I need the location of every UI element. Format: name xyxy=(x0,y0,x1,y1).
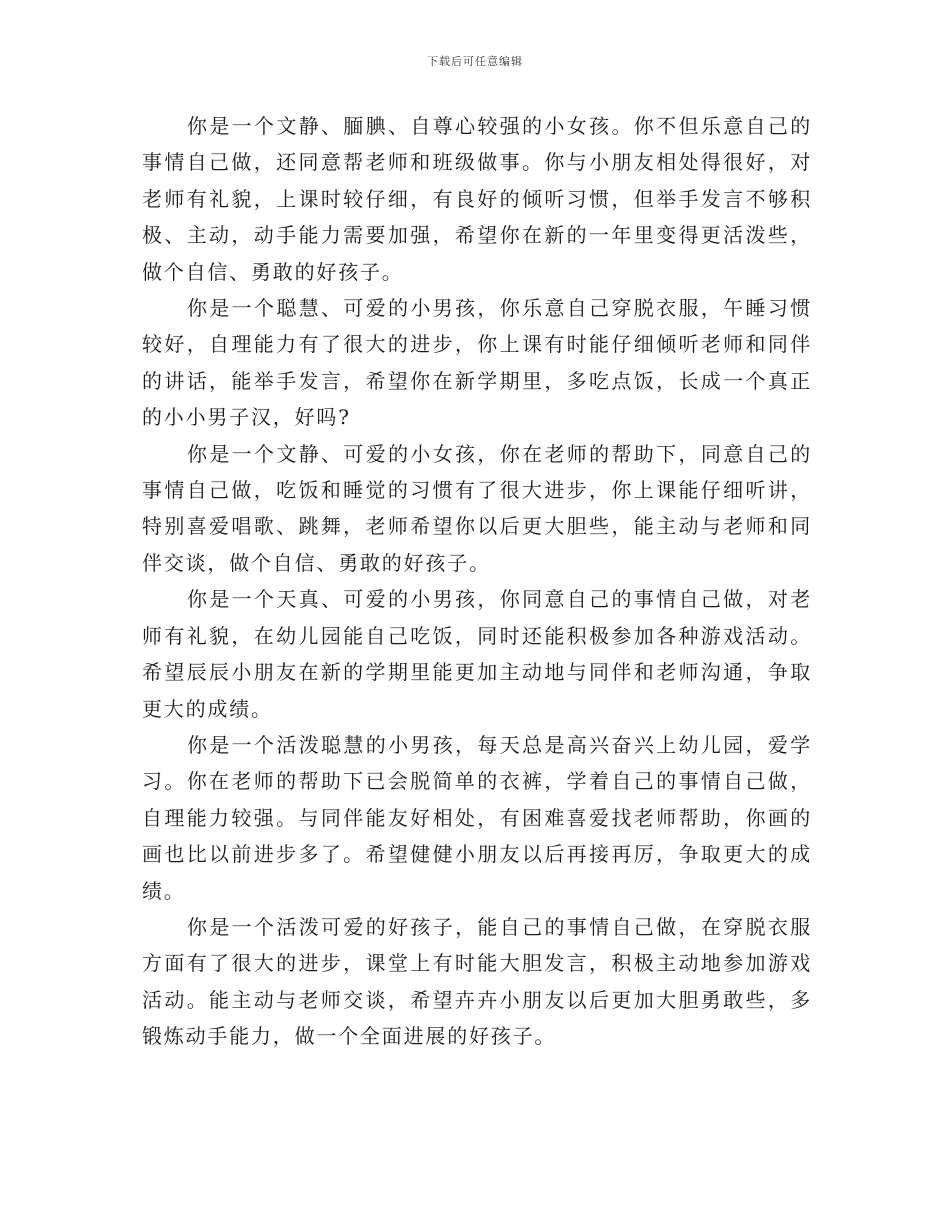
paragraph-6: 你是一个活泼可爱的好孩子，能自己的事情自己做，在穿脱衣服方面有了很大的进步，课堂上有时能大胆发言，积极主动地参加游戏活动。能主动与老师交谈，希望卉卉小朋友以后更加大胆勇敢些，多锻炼动手能力，做一个全面进展的好孩子。 xyxy=(142,914,812,1049)
paragraph-1: 你是一个文静、腼腆、自尊心较强的小女孩。你不但乐意自己的事情自己做，还同意帮老师和班级做事。你与小朋友相处得很好，对老师有礼貌，上课时较仔细，有良好的倾听习惯，但举手发言不够积极、主动，动手能力需要加强，希望你在新的一年里变得更活泼些，做个自信、勇敢的好孩子。 xyxy=(142,114,812,284)
paragraph-4: 你是一个天真、可爱的小男孩，你同意自己的事情自己做，对老师有礼貌，在幼儿园能自己吃饭，同时还能积极参加各种游戏活动。希望辰辰小朋友在新的学期里能更加主动地与同伴和老师沟通，争取更大的成绩。 xyxy=(142,587,812,721)
paragraph-5: 你是一个活泼聪慧的小男孩，每天总是高兴奋兴上幼儿园，爱学习。你在老师的帮助下已会脱简单的衣裤，学着自己的事情自己做，自理能力较强。与同伴能友好相处，有困难喜爱找老师帮助，你画的画也比以前进步多了。希望健健小朋友以后再接再厉，争取更大的成绩。 xyxy=(142,732,812,903)
document-body xyxy=(142,108,812,1055)
paragraph-3: 你是一个文静、可爱的小女孩，你在老师的帮助下，同意自己的事情自己做，吃饭和睡觉的习惯有了很大进步，你上课能仔细听讲，特别喜爱唱歌、跳舞，老师希望你以后更大胆些，能主动与老师和同伴交谈，做个自信、勇敢的好孩子。 xyxy=(142,441,812,575)
paragraph-2: 你是一个聪慧、可爱的小男孩，你乐意自己穿脱衣服，午睡习惯较好，自理能力有了很大的进步，你上课有时能仔细倾听老师和同伴的讲话，能举手发言，希望你在新学期里，多吃点饭，长成一个真正的小小男子汉，好吗? xyxy=(142,296,812,430)
page-header-note: 下载后可任意编辑 xyxy=(427,55,523,68)
